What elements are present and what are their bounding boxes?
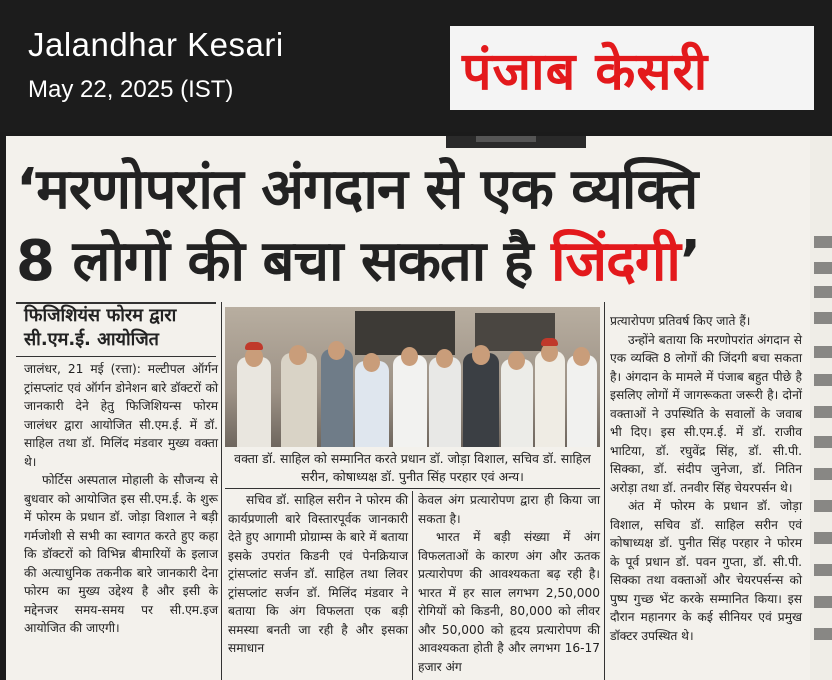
photo-caption: वक्ता डॉ. साहिल को सम्मानित करते प्रधान डॉ. जोड़ा विशाल, सचिव डॉ. साहिल सरीन, कोषाध्यक्ष डॉ. पुनीत सिंह परहार एवं अन्य। xyxy=(234,451,591,484)
paragraph: सचिव डॉ. साहिल सरीन ने फोरम की कार्यप्रणाली बारे विस्तारपूर्वक जानकारी देते हुए आगामी प्रोग्राम्स के बारे में बताया इसके उपरांत किडनी एवं पेनक्रियाज ट्रांसप्लांट सर्जन डॉ. साहिल तथा लिवर ट्रांसप्लांट सर्जन डॉ. मिलिंद मंडवार ने बताया कि अंग विफलता एक बड़ी समस्या बनती जा रही है और इसका समाधान xyxy=(228,493,408,655)
person xyxy=(429,357,461,447)
newspaper-masthead xyxy=(450,26,814,110)
paragraph: भारत में बड़ी संख्या में अंग विफलताओं के कारण अंग और ऊतक प्रत्यारोपण की आवश्यकता बढ़ रही है। भारत में हर साल लगभग 2,50,000 रोगियों को किडनी, 80,000 को लीवर और 50,000 को हृदय प्रत्यारोपण की आवश्यकता होती है और लगभग 16-17 हजार अंग xyxy=(418,530,600,674)
person xyxy=(393,355,427,447)
header-band xyxy=(0,0,832,132)
subhead-bottom-rule xyxy=(16,356,216,357)
paragraph: फोर्टिस अस्पताल मोहाली के सौजन्य से बुधवार को आयोजित इस सी.एम.ई. के शुरू में फोरम के प्रधान डॉ. जोड़ा विशाल ने बड़ी गर्मजोशी से सभी का स्वागत करते हुए कहा कि डॉक्टरों को विभिन्न बीमारियों के इलाज की अत्याधुनिक तकनीक बारे जानकारी देना फोरम का मुख्य उद्देश्य है और इसी के मद्देनजर समय-समय पर सी.एम.इज आयोजित की जाएगी। xyxy=(24,473,218,635)
headline-closing-quote: ’ xyxy=(679,229,701,294)
event-photo xyxy=(225,307,600,447)
headline-highlight-word: जिंदगी xyxy=(551,229,680,294)
subheadline: फिजिशियंस फोरम द्वारा सी.एम.ई. आयोजित xyxy=(24,305,177,350)
paragraph: जालंधर, 21 मई (रत्ता): मल्टीपल ऑर्गन ट्रांसप्लांट एवं ऑर्गन डोनेशन बारे डॉक्टरों को जानकारी देने हेतु फिजिशियन्स फोरम जालंधर द्वारा आयोजित सी.एम.ई. में डॉ. साहिल तथा डॉ. मिलिंद मंडवार मुख्य वक्ता थे। xyxy=(24,362,218,469)
masthead-logo: पंजाब केसरी xyxy=(462,42,709,102)
person xyxy=(355,361,389,447)
adjacent-article-edge xyxy=(810,136,832,680)
person xyxy=(281,353,317,447)
edition-name: Jalandhar Kesari xyxy=(28,26,284,63)
column-4 xyxy=(610,312,802,645)
turban xyxy=(541,338,558,346)
paragraph: उन्होंने बताया कि मरणोपरांत अंगदान से एक व्यक्ति 8 लोगों की जिंदगी बचा सकता है। अंगदान के मामले में पंजाब बहुत पीछे है इसलिए लोगों में जागरूकता जरूरी है। दोनों वक्ताओं ने उपस्थिति के सवालों के जवाब भी दिए। इस सी.एम.ई. में डॉ. राजीव भाटिया, डॉ. रघुवेंद्र सिंह, डॉ. सी.पी. सिक्का, डॉ. संदीप जुनेजा, डॉ. नितिन अरोड़ा तथा डॉ. तनवीर सिंह चेयरपर्सन थे। xyxy=(610,332,802,495)
column-3 xyxy=(418,491,600,676)
column-2 xyxy=(228,491,408,658)
person xyxy=(567,355,597,447)
person xyxy=(237,357,271,447)
publication-date: May 22, 2025 (IST) xyxy=(28,76,234,103)
turban xyxy=(245,342,263,350)
person xyxy=(535,351,565,447)
paragraph: अंत में फोरम के प्रधान डॉ. जोड़ा विशाल, सचिव डॉ. साहिल सरीन एवं कोषाध्यक्ष डॉ. पुनीत सिंह परहार ने फोरम के पूर्व प्रधान डॉ. पवन गुप्ता, डॉ. सी.पी. सिक्का तथा वक्ताओं और चेयरपर्सन्स को पुष्प गुच्छ भेंट करके सम्मानित किया। इस दौरान महानगर के कई सीनियर एवं प्रमुख डॉक्टर उपस्थित थे। xyxy=(610,499,802,643)
column-divider xyxy=(412,491,413,680)
person xyxy=(501,359,533,447)
column-divider xyxy=(221,302,222,680)
column-divider xyxy=(604,302,605,680)
headline-line-1: ‘मरणोपरांत अंगदान से एक व्यक्ति xyxy=(16,157,698,222)
torn-edge-detail xyxy=(476,136,536,142)
newspaper-clipping xyxy=(6,136,810,680)
caption-rule xyxy=(225,488,600,489)
paragraph: केवल अंग प्रत्यारोपण द्वारा ही किया जा सकता है। xyxy=(418,493,600,526)
person xyxy=(463,353,499,447)
person xyxy=(321,349,353,447)
headline-line-2 xyxy=(16,230,700,294)
paragraph: प्रत्यारोपण प्रतिवर्ष किए जाते हैं। xyxy=(610,314,751,328)
column-1 xyxy=(24,360,218,638)
headline-line-2-text: 8 लोगों की बचा सकता है xyxy=(16,229,552,294)
